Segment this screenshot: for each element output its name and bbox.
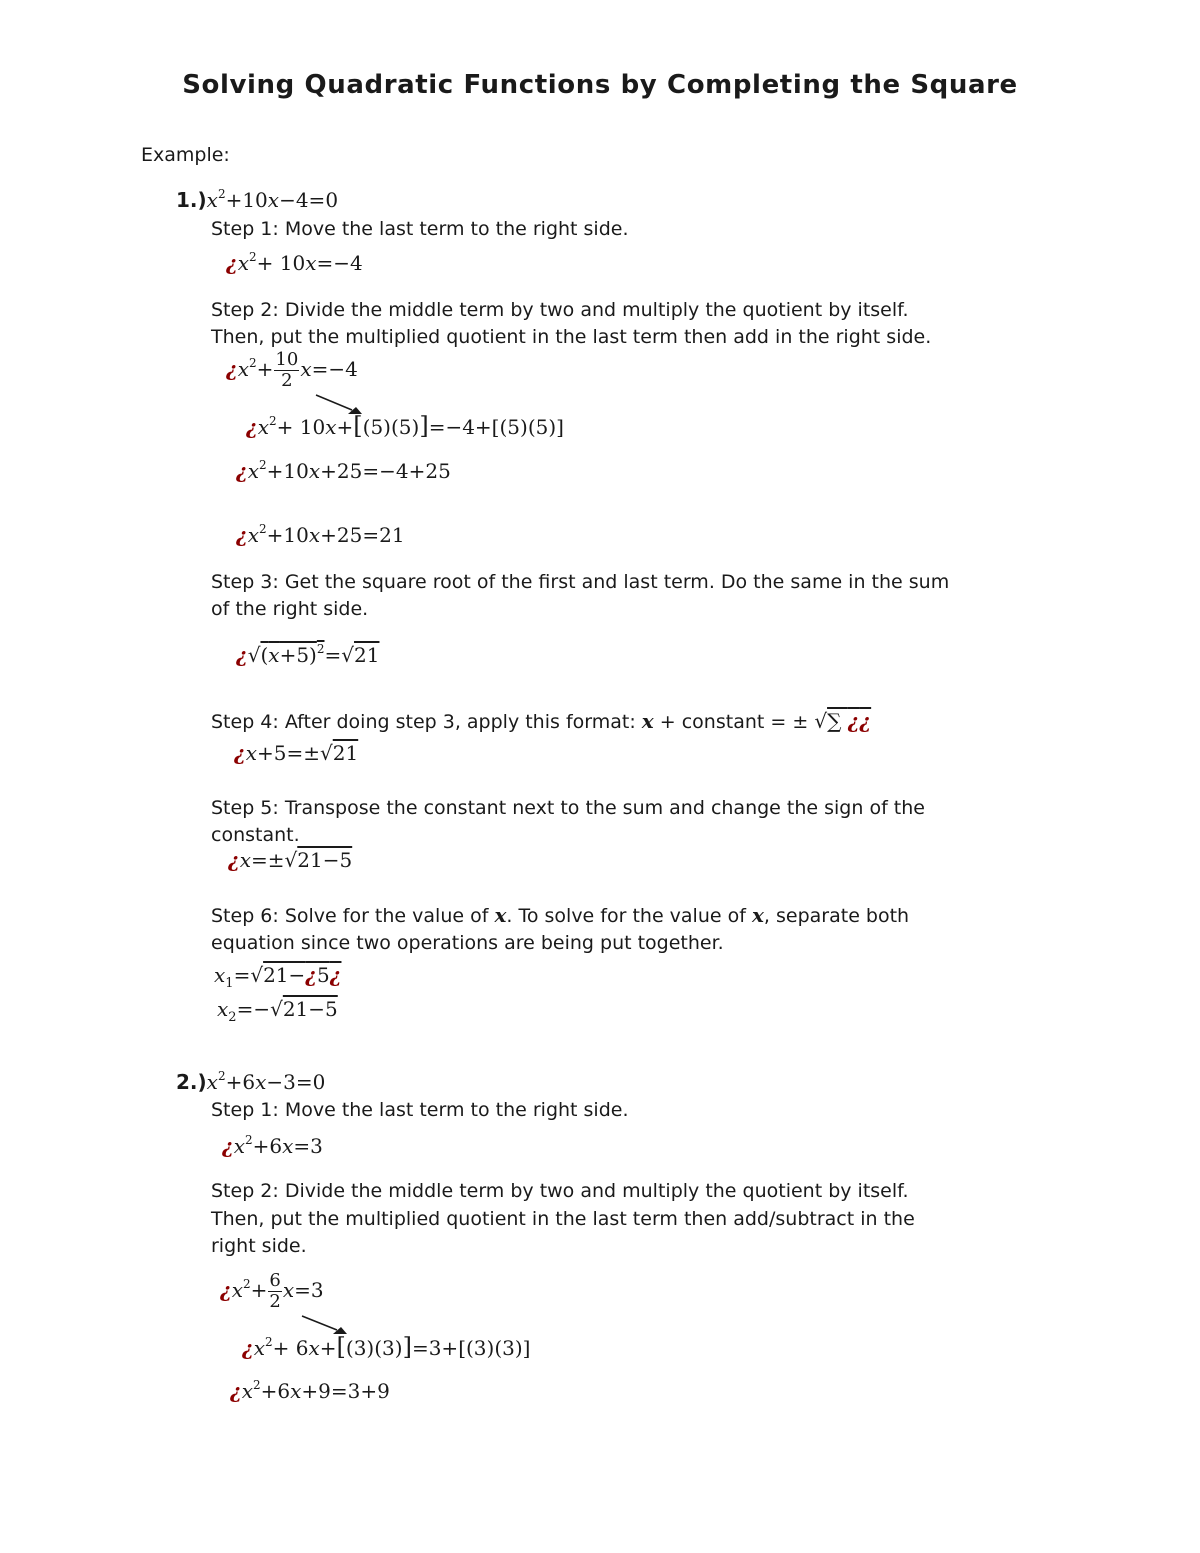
ex1-step-2-sum-equation: ¿$x^2+10x+25=-4+25$ (236, 458, 451, 483)
example-1-equation: $1.)x^2+10x-4=0$ (176, 187, 339, 212)
ex1-step-6-line-1: Step 6: Solve for the value of x. To solve for the value of x, separate both (211, 903, 910, 927)
ex1-step-5-line-1: Step 5: Transpose the constant next to the sum and change the sign of the (211, 797, 925, 819)
ex2-step-2-sum-equation: ¿$x^2+6x+9=3+9$ (230, 1378, 390, 1403)
ex1-step-4-equation: ¿x+5=±√21 (234, 741, 359, 765)
ex2-step-2-fraction-equation: ¿$x^2+$ $\frac{6}{2}$ x=3 (220, 1270, 324, 1312)
ex1-step-5-line-2: constant. (211, 824, 300, 846)
ex1-step-1-equation: ¿$x^2+ 10x=-4$ (226, 250, 363, 275)
ex1-step-3-line-1: Step 3: Get the square root of the first and last term. Do the same in the sum (211, 571, 950, 593)
ex1-step-2-fraction-equation: ¿$x^2+$ $\frac{10}{2}$ x=−4 (226, 349, 358, 391)
ex2-fraction: $\frac{6}{2}$ (269, 1270, 281, 1312)
ex1-solution-x2: $x_2=-√21-5$ (217, 997, 338, 1025)
ex1-step-2-line-2: Then, put the multiplied quotient in the last term then add in the right side. (211, 326, 932, 348)
ex2-step-2-line-3: right side. (211, 1235, 307, 1257)
ex1-step-1: Step 1: Move the last term to the right side. (211, 218, 629, 240)
ex2-step-1-equation: ¿$x^2+6x=3$ (222, 1133, 323, 1158)
ex2-step-2-bracket-equation: ¿$x^2+ 6x+[(3)(3)]=3+[(3)(3)]$ (242, 1333, 531, 1361)
ex1-solution-x1: $x_1=√21-¿5¿$ (214, 963, 342, 991)
ex1-step-2-line-1: Step 2: Divide the middle term by two and multiply the quotient by itself. (211, 299, 909, 321)
example-label: Example: (141, 144, 230, 166)
ex1-step-2-result-equation: ¿$x^2+10x+25=21$ (236, 522, 405, 547)
ex1-step-6-line-2: equation since two operations are being put together. (211, 932, 724, 954)
example-1-number: 1.) (176, 188, 207, 212)
ex2-step-2-line-1: Step 2: Divide the middle term by two and multiply the quotient by itself. (211, 1180, 909, 1202)
example-2-number: 2.) (176, 1070, 207, 1094)
ex1-step-3-equation: ¿$√(x+5)^2=√21$ (236, 642, 380, 667)
ex1-step-2-bracket-equation: ¿$x^2+ 10x+[(5)(5)]=-4+[(5)(5)]$ (246, 412, 564, 440)
ex1-step-3-line-2: of the right side. (211, 598, 369, 620)
page-title: Solving Quadratic Functions by Completing the Square (182, 70, 1018, 100)
ex1-step-5-equation: ¿x=±√21−5 (228, 848, 353, 872)
ex1-fraction: $\frac{10}{2}$ (275, 349, 299, 391)
ex2-step-1: Step 1: Move the last term to the right side. (211, 1099, 629, 1121)
ex1-step-4: Step 4: After doing step 3, apply this format: x + constant = ± √∑ ¿¿ (211, 709, 872, 733)
example-2-equation: $2.)x^2+6x-3=0$ (176, 1069, 326, 1094)
ex2-step-2-line-2: Then, put the multiplied quotient in the last term then add/subtract in the (211, 1208, 915, 1230)
